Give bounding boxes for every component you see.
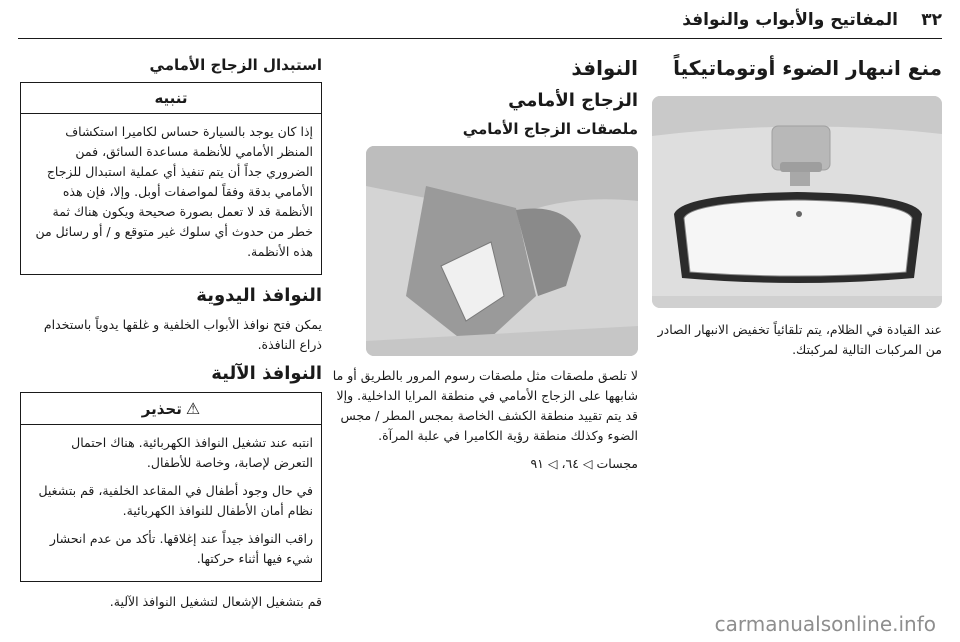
sensors-crossref[interactable]: مجسات ◁ ٦٤، ◁ ٩١ xyxy=(530,455,638,471)
windscreen-title: الزجاج الأمامي xyxy=(508,90,638,111)
power-windows-after-text: قم بتشغيل الإشعال لتشغيل النوافذ الآلية. xyxy=(109,594,322,610)
warning-header xyxy=(21,393,321,425)
warning-box xyxy=(20,392,322,582)
warning-heading: تحذير xyxy=(141,400,182,419)
column-anti-dazzle xyxy=(652,52,942,632)
column-windscreen-replacement xyxy=(20,52,322,632)
stickers-text: لا تلصق ملصقات مثل ملصقات رسوم المرور بالطريق أو ما شابهها على الزجاج الأمامي في منطقة المرايا الداخلية. وإلا قد يتم تقييد منطقة الكشف الخاصة بمجس المطر / مجس الضوء وكذلك منطقة رؤية الكاميرا في علبة المرآة. xyxy=(332,367,638,443)
mirror-icon xyxy=(652,96,942,308)
notice-heading: تنبيه xyxy=(21,83,321,114)
warning-paragraph: راقب النوافذ جيداً عند إغلاقها. تأكد من عدم انحشار شيء فيها أثناء حركتها. xyxy=(49,531,313,567)
windscreen-replacement-title: استبدال الزجاج الأمامي xyxy=(149,56,322,74)
column-windows xyxy=(322,52,638,632)
warning-triangle-icon: ⚠ xyxy=(185,399,201,419)
warning-paragraph: في حال وجود أطفال في المقاعد الخلفية، قم بتشغيل نظام أمان الأطفال للنوافذ الكهربائية. xyxy=(38,483,313,519)
header-rule xyxy=(18,38,942,39)
page-header xyxy=(0,0,960,46)
manual-windows-text: يمكن فتح نوافذ الأبواب الخلفية و غلقها يدوياً باستخدام ذراع النافذة. xyxy=(43,316,322,352)
rearview-mirror-illustration xyxy=(652,96,942,308)
watermark: carmanualsonline.info xyxy=(714,612,936,636)
windscreen-sensor-illustration xyxy=(366,146,638,356)
manual-windows-title: النوافذ اليدوية xyxy=(196,285,322,306)
sensor-icon xyxy=(366,146,638,356)
notice-box xyxy=(20,82,322,275)
chapter-title: المفاتيح والأبواب والنوافذ xyxy=(682,10,898,30)
anti-dazzle-title: منع انبهار الضوء أوتوماتيكياً xyxy=(673,56,942,80)
anti-dazzle-text: عند القيادة في الظلام، يتم تلقائياً تخفيض الانبهار الصادر من المركبات التالية لمركبتك. xyxy=(657,322,942,357)
warning-paragraph: انتبه عند تشغيل النوافذ الكهربائية. هناك احتمال التعرض لإصابة، وخاصة للأطفال. xyxy=(71,435,313,471)
power-windows-title: النوافذ الآلية xyxy=(211,362,322,384)
page-number: ٣٢ xyxy=(921,10,942,30)
windscreen-stickers-title: ملصقات الزجاج الأمامي xyxy=(462,119,638,138)
notice-text: إذا كان يوجد بالسيارة حساس لكاميرا استكشاف المنظر الأمامي للأنظمة مساعدة السائق، فمن الضروري جداً أن يتم تنفيذ أي عملية استبدال للزجاج الأمامي بدقة وفقاً لمواصفات أوبل. وإلا، فإن هذه الأنظمة قد لا تعمل بصورة صحيحة ويكون هناك ثمة خطر من حدوث أي سلوك غير متوقع و / أو رسائل من هذه الأنظمة. xyxy=(35,124,313,259)
windows-section-title: النوافذ xyxy=(571,56,638,80)
